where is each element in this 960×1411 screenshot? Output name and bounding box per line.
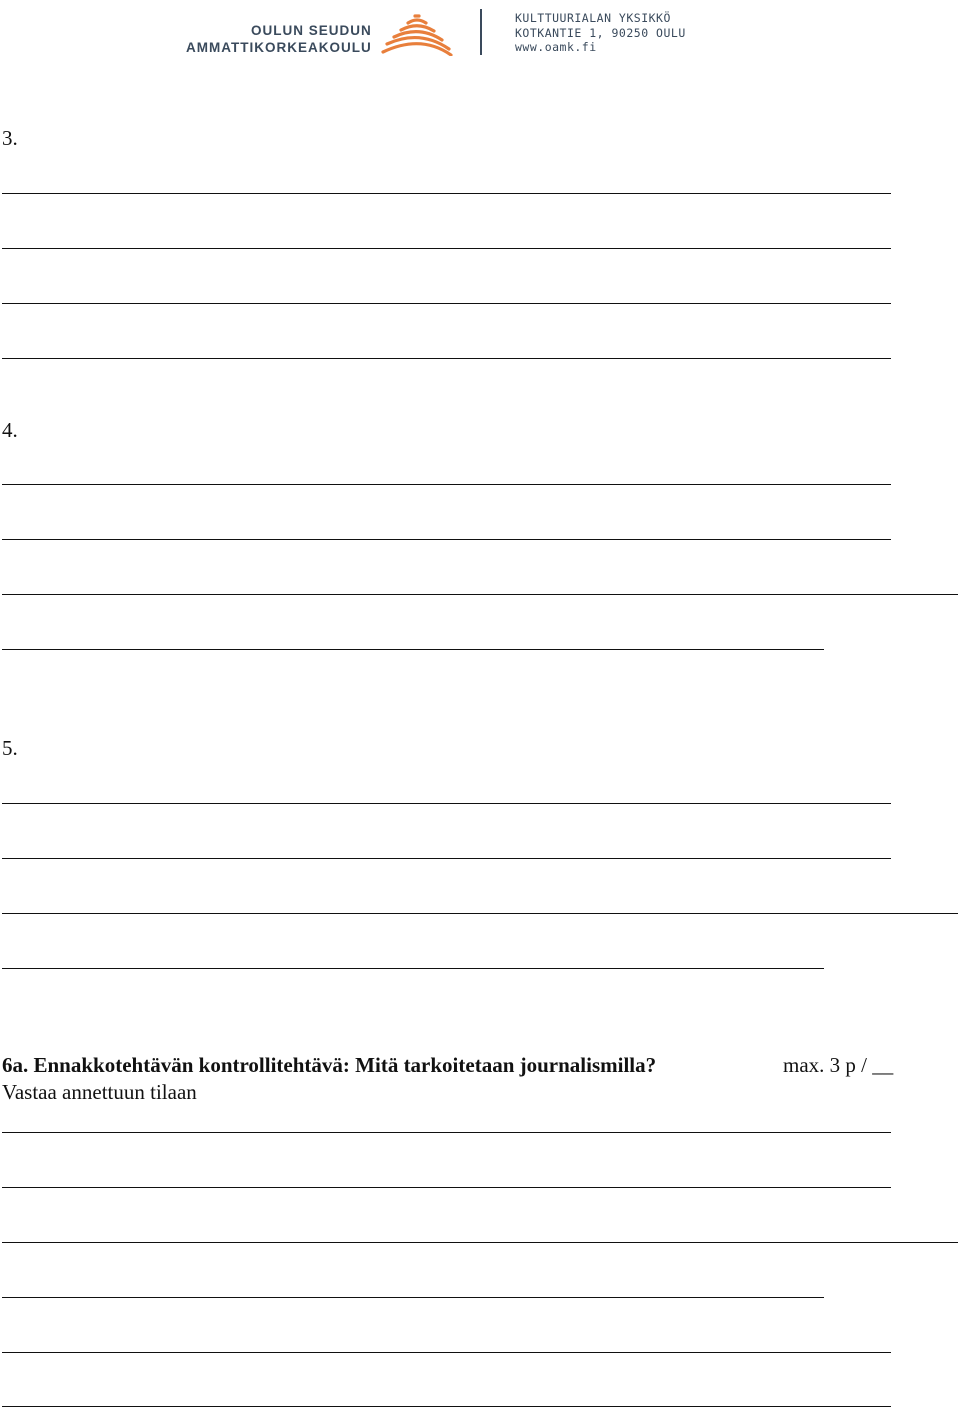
item-number: 3. [2, 126, 18, 150]
unit-line-2: KOTKANTIE 1, 90250 OULU [515, 25, 686, 40]
answer-line[interactable] [2, 539, 891, 540]
answer-line[interactable] [2, 594, 958, 595]
unit-line-1: KULTTUURIALAN YKSIKKÖ [515, 11, 671, 25]
answer-line[interactable] [2, 303, 891, 304]
answer-line[interactable] [2, 248, 891, 249]
org-line-2: AMMATTIKORKEAKOULU [186, 40, 372, 55]
answer-line[interactable] [2, 968, 824, 969]
header-divider [480, 9, 482, 55]
question-heading [2, 1053, 894, 1078]
max-points: max. 3 p / __ [783, 1053, 894, 1077]
answer-line[interactable] [2, 1406, 891, 1407]
answer-line[interactable] [2, 484, 891, 485]
unit-address [515, 11, 686, 55]
answer-line[interactable] [2, 1132, 891, 1133]
answer-line[interactable] [2, 1352, 891, 1353]
item-number: 5. [2, 736, 18, 760]
answer-line[interactable] [2, 1242, 958, 1243]
answer-line[interactable] [2, 1297, 824, 1298]
item-number: 4. [2, 418, 18, 442]
answer-line[interactable] [2, 858, 891, 859]
question-title: Ennakkotehtävän kontrollitehtävä: Mitä tarkoitetaan journalismilla? [33, 1053, 657, 1077]
question-instruction: Vastaa annettuun tilaan [2, 1080, 197, 1104]
question-number: 6a. [2, 1053, 29, 1077]
answer-line[interactable] [2, 649, 824, 650]
answer-line[interactable] [2, 193, 891, 194]
unit-line-3: www.oamk.fi [515, 40, 597, 54]
answer-line[interactable] [2, 1187, 891, 1188]
oamk-logo-icon [381, 12, 453, 56]
letterhead [0, 0, 960, 70]
answer-line[interactable] [2, 803, 891, 804]
answer-line[interactable] [2, 358, 891, 359]
organization-name [186, 22, 372, 56]
answer-line[interactable] [2, 913, 958, 914]
org-line-1: OULUN SEUDUN [250, 23, 372, 38]
